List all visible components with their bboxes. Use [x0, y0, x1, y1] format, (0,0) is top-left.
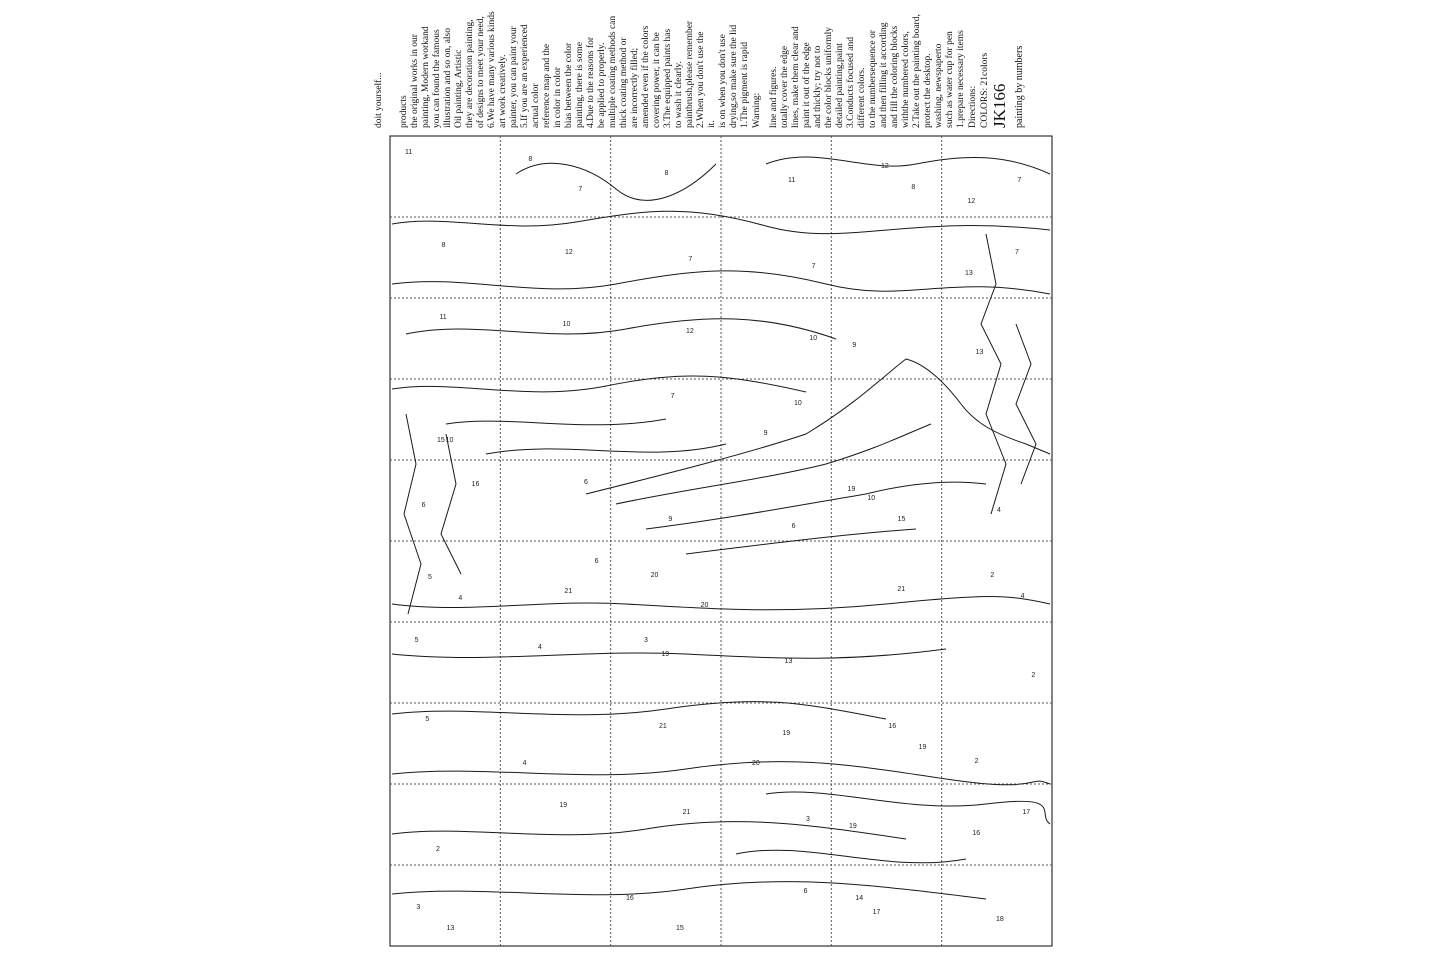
- directions-heading: Directions:: [968, 85, 978, 128]
- color-number: 10: [562, 321, 571, 328]
- color-number: 3: [806, 816, 810, 823]
- color-number: 15: [437, 437, 445, 444]
- color-number: 4: [997, 507, 1001, 514]
- color-number: 13: [975, 349, 984, 356]
- warning-line: 6.We have many various kinds: [487, 11, 497, 128]
- warning-line: they are decoration painting,: [465, 19, 475, 128]
- direction-line: 1.prepare necessary items: [956, 30, 966, 128]
- color-number: 9: [852, 342, 857, 349]
- color-number: 12: [967, 198, 976, 205]
- warning-line: Oil painting, Artistic: [454, 49, 464, 128]
- color-number: 8: [911, 184, 916, 191]
- color-number: 13: [446, 925, 455, 932]
- color-number: 18: [996, 916, 1004, 923]
- warning-line: be applied to properly.: [597, 42, 607, 128]
- warning-line: actual color: [531, 83, 541, 128]
- warning-line: 4.Due to the reasons for: [586, 36, 596, 128]
- color-number: 9: [763, 430, 768, 437]
- color-number: 7: [1015, 249, 1019, 256]
- warning-line: products: [399, 95, 409, 128]
- color-number: 19: [849, 823, 857, 830]
- warning-line: the original works in our: [410, 34, 420, 128]
- color-number: 9: [668, 516, 673, 523]
- color-number: 2: [1031, 672, 1036, 679]
- warning-line: illustration and so on, also: [443, 27, 453, 128]
- direction-line: lines, make them clear and: [791, 26, 801, 128]
- color-number: 21: [897, 586, 906, 593]
- outline-drawing: [386, 134, 1056, 952]
- warning-line: to wash it clearly.: [674, 61, 684, 128]
- direction-line: and fill the coloring blocks: [890, 25, 900, 128]
- direction-line: paint it out of the edge: [802, 42, 812, 128]
- warning-heading: Warning:: [752, 92, 762, 128]
- warning-line: art work creatively.: [498, 54, 508, 128]
- color-number: 13: [965, 270, 973, 277]
- color-number: 12: [881, 163, 889, 170]
- warning-line: painting, there is some: [575, 41, 585, 128]
- color-number: 7: [670, 393, 675, 400]
- color-number: 6: [584, 479, 588, 486]
- warning-line: thick coating method or: [619, 37, 629, 128]
- direction-line: and thickly; try not to: [813, 45, 823, 128]
- color-number: 5: [428, 574, 432, 581]
- warning-line: painting, Modern workand: [421, 26, 431, 128]
- instructions-panel: [374, 0, 1054, 128]
- signoff-text: doit yourself...: [374, 72, 384, 128]
- warning-line: 2.When you don't use the: [696, 31, 706, 128]
- warning-line: is on when you don't use: [718, 34, 728, 128]
- color-number: 6: [791, 523, 796, 530]
- color-number: 21: [682, 809, 691, 816]
- direction-line: totally cover the edge: [780, 45, 790, 128]
- warning-line: bias between the color: [564, 42, 574, 128]
- color-number: 6: [594, 558, 599, 565]
- warning-line: 3.The equipped paints has: [663, 28, 673, 128]
- direction-line: different colors.: [857, 67, 867, 128]
- warning-line: covering power, it can be: [652, 32, 662, 128]
- color-number: 11: [439, 314, 447, 321]
- direction-line: line and figures.: [769, 66, 779, 128]
- color-number: 5: [425, 716, 430, 723]
- color-number: 8: [528, 156, 533, 163]
- color-number: 4: [1020, 593, 1025, 600]
- color-number: 10: [867, 495, 876, 502]
- color-number: 6: [421, 502, 426, 509]
- warning-line: of designs to meet your need,: [476, 16, 486, 128]
- color-number: 21: [564, 588, 573, 595]
- color-number: 17: [872, 909, 881, 916]
- color-number: 19: [661, 651, 670, 658]
- color-number: 16: [471, 481, 480, 488]
- product-title: [1014, 0, 1025, 128]
- color-number: 3: [644, 637, 648, 644]
- direction-line: and then filling it according: [879, 22, 889, 128]
- color-number: 21: [659, 723, 667, 730]
- color-number: 2: [990, 572, 995, 579]
- color-number: 12: [565, 249, 573, 256]
- color-number: 7: [578, 186, 583, 193]
- color-number: 19: [782, 730, 791, 737]
- color-number: 2: [974, 758, 979, 765]
- color-number: 19: [559, 802, 568, 809]
- warning-line: 1.The pigment is rapid: [740, 41, 750, 128]
- color-number: 15: [676, 925, 684, 932]
- product-code: JK166: [990, 83, 1009, 128]
- title-text: painting by numbers: [1014, 45, 1025, 128]
- color-number: 10: [794, 400, 802, 407]
- colors-count: COLORS: 21colors: [980, 52, 990, 128]
- direction-line: the color blocks uniformly: [824, 26, 834, 128]
- color-number: 20: [650, 572, 659, 579]
- direction-line: 2.Take out the painting board,: [912, 14, 922, 128]
- color-number: 12: [686, 328, 694, 335]
- direction-line: washing, newspaperto: [934, 43, 944, 128]
- color-number: 8: [441, 242, 446, 249]
- color-number: 16: [972, 830, 981, 837]
- warning-line: reference map and the: [542, 43, 552, 128]
- color-number: 20: [700, 602, 709, 609]
- color-number: 5: [414, 637, 419, 644]
- direction-line: to the numbersequence or: [868, 30, 878, 128]
- direction-line: protect the desktop.: [923, 53, 933, 128]
- color-number: 16: [626, 895, 634, 902]
- color-number: 13: [784, 658, 793, 665]
- warning-line: are incorrectly filled;: [630, 47, 640, 128]
- color-number: 14: [855, 895, 864, 902]
- color-number: 3: [416, 904, 421, 911]
- color-number: 6: [803, 888, 808, 895]
- color-number: 11: [405, 149, 413, 156]
- color-number: 4: [522, 760, 527, 767]
- direction-line: such as water cup for pen: [945, 31, 955, 128]
- warning-line: painter, you can paint your: [509, 26, 519, 128]
- color-number: 17: [1022, 809, 1031, 816]
- paint-by-number-canvas: [386, 134, 1056, 952]
- color-number: 10: [809, 335, 818, 342]
- warning-line: it.: [707, 120, 717, 128]
- color-number: 19: [918, 744, 927, 751]
- color-number: 4: [538, 644, 542, 651]
- warning-line: multiple coating methods can: [608, 15, 618, 128]
- color-number: 4: [458, 595, 463, 602]
- warning-line: drying,so make sure the lid: [729, 24, 739, 128]
- color-number: 7: [688, 256, 693, 263]
- color-number: 11: [788, 177, 796, 184]
- color-number: 7: [1017, 177, 1022, 184]
- direction-line: 3.Conducts focused and: [846, 36, 856, 128]
- color-number: 20: [752, 760, 760, 767]
- color-number: 19: [847, 486, 856, 493]
- warning-line: 5.If you are an experienced: [520, 24, 530, 128]
- warning-line: you can found the famous: [432, 29, 442, 128]
- grid-lines: [390, 136, 1052, 946]
- warning-line: in color in color: [553, 67, 563, 128]
- color-number: 8: [664, 170, 669, 177]
- color-number: 7: [811, 263, 816, 270]
- color-number: 15: [897, 516, 906, 523]
- direction-line: detailed painting,paint: [835, 43, 845, 128]
- color-number: 10: [445, 437, 454, 444]
- warning-line: amended even if the colors: [641, 25, 651, 128]
- warning-line: paintbrush,please remember: [685, 20, 695, 128]
- direction-line: withthe numbered colors,: [901, 31, 911, 128]
- color-number: 2: [436, 846, 440, 853]
- color-number: 16: [888, 723, 897, 730]
